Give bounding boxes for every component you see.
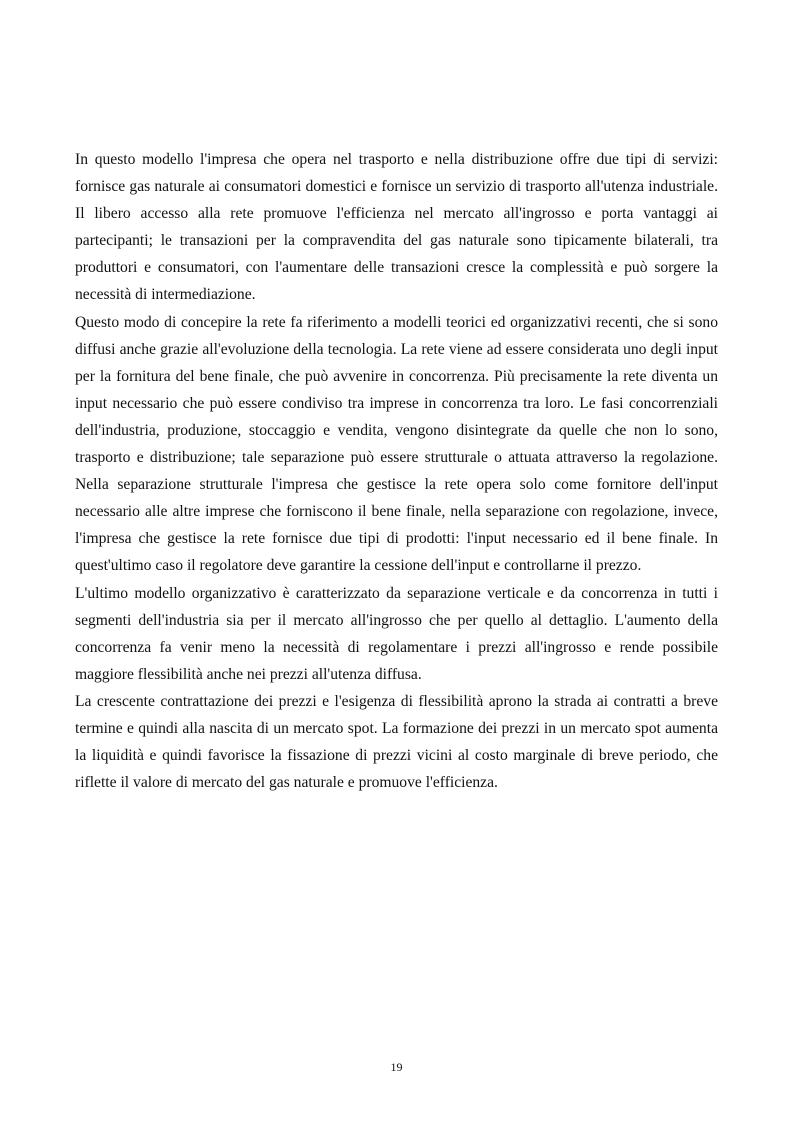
paragraph-2: Questo modo di concepire la rete fa riferimento a modelli teorici ed organizzativi recenti, che si sono diffusi anche grazie all'evoluzione della tecnologia. La rete viene ad essere considerata uno degli input per la fornitura del bene finale, che può avvenire in concorrenza. Più precisamente la rete diventa un input necessario che può essere condiviso tra imprese in concorrenza tra loro. Le fasi concorrenziali dell'industria, produzione, stoccaggio e vendita, vengono disintegrate da quelle che non lo sono, trasporto e distribuzione; tale separazione può essere strutturale o attuata attraverso la regolazione. Nella separazione strutturale l'impresa che gestisce la rete opera solo come fornitore dell'input necessario alle altre imprese che forniscono il bene finale, nella separazione con regolazione, invece, l'impresa che gestisce la rete fornisce due tipi di prodotti: l'input necessario ed il bene finale. In quest'ultimo caso il regolatore deve garantire la cessione dell'input e controllarne il prezzo.	[75, 313, 718, 575]
paragraph-3: L'ultimo modello organizzativo è caratterizzato da separazione verticale e da concorrenza in tutti i segmenti dell'industria sia per il mercato all'ingrosso che per quello al dettaglio. L'aumento della concorrenza fa venir meno la necessità di regolamentare i prezzi all'ingrosso e rende possibile maggiore flessibilità anche nei prezzi all'utenza diffusa.	[75, 584, 718, 683]
paragraph-4: La crescente contrattazione dei prezzi e l'esigenza di flessibilità aprono la strada ai contratti a breve termine e quindi alla nascita di un mercato spot. La formazione dei prezzi in un mercato spot aumenta la liquidità e quindi favorisce la fissazione di prezzi vicini al costo marginale di breve periodo, che riflette il valore di mercato del gas naturale e promuove l'efficienza.	[75, 692, 718, 792]
page-number: 19	[390, 1060, 403, 1074]
paragraph-1: In questo modello l'impresa che opera nel trasporto e nella distribuzione offre due tipi di servizi: fornisce gas naturale ai consumatori domestici e fornisce un servizio di trasporto all'utenza industriale. Il libero accesso alla rete promuove l'efficienza nel mercato all'ingrosso e porta vantaggi ai partecipanti; le transazioni per la compravendita del gas naturale sono tipicamente bilaterali, tra produttori e consumatori, con l'aumentare delle transazioni cresce la complessità e può sorgere la necessità di intermediazione.	[75, 151, 718, 304]
body-text	[75, 146, 718, 796]
